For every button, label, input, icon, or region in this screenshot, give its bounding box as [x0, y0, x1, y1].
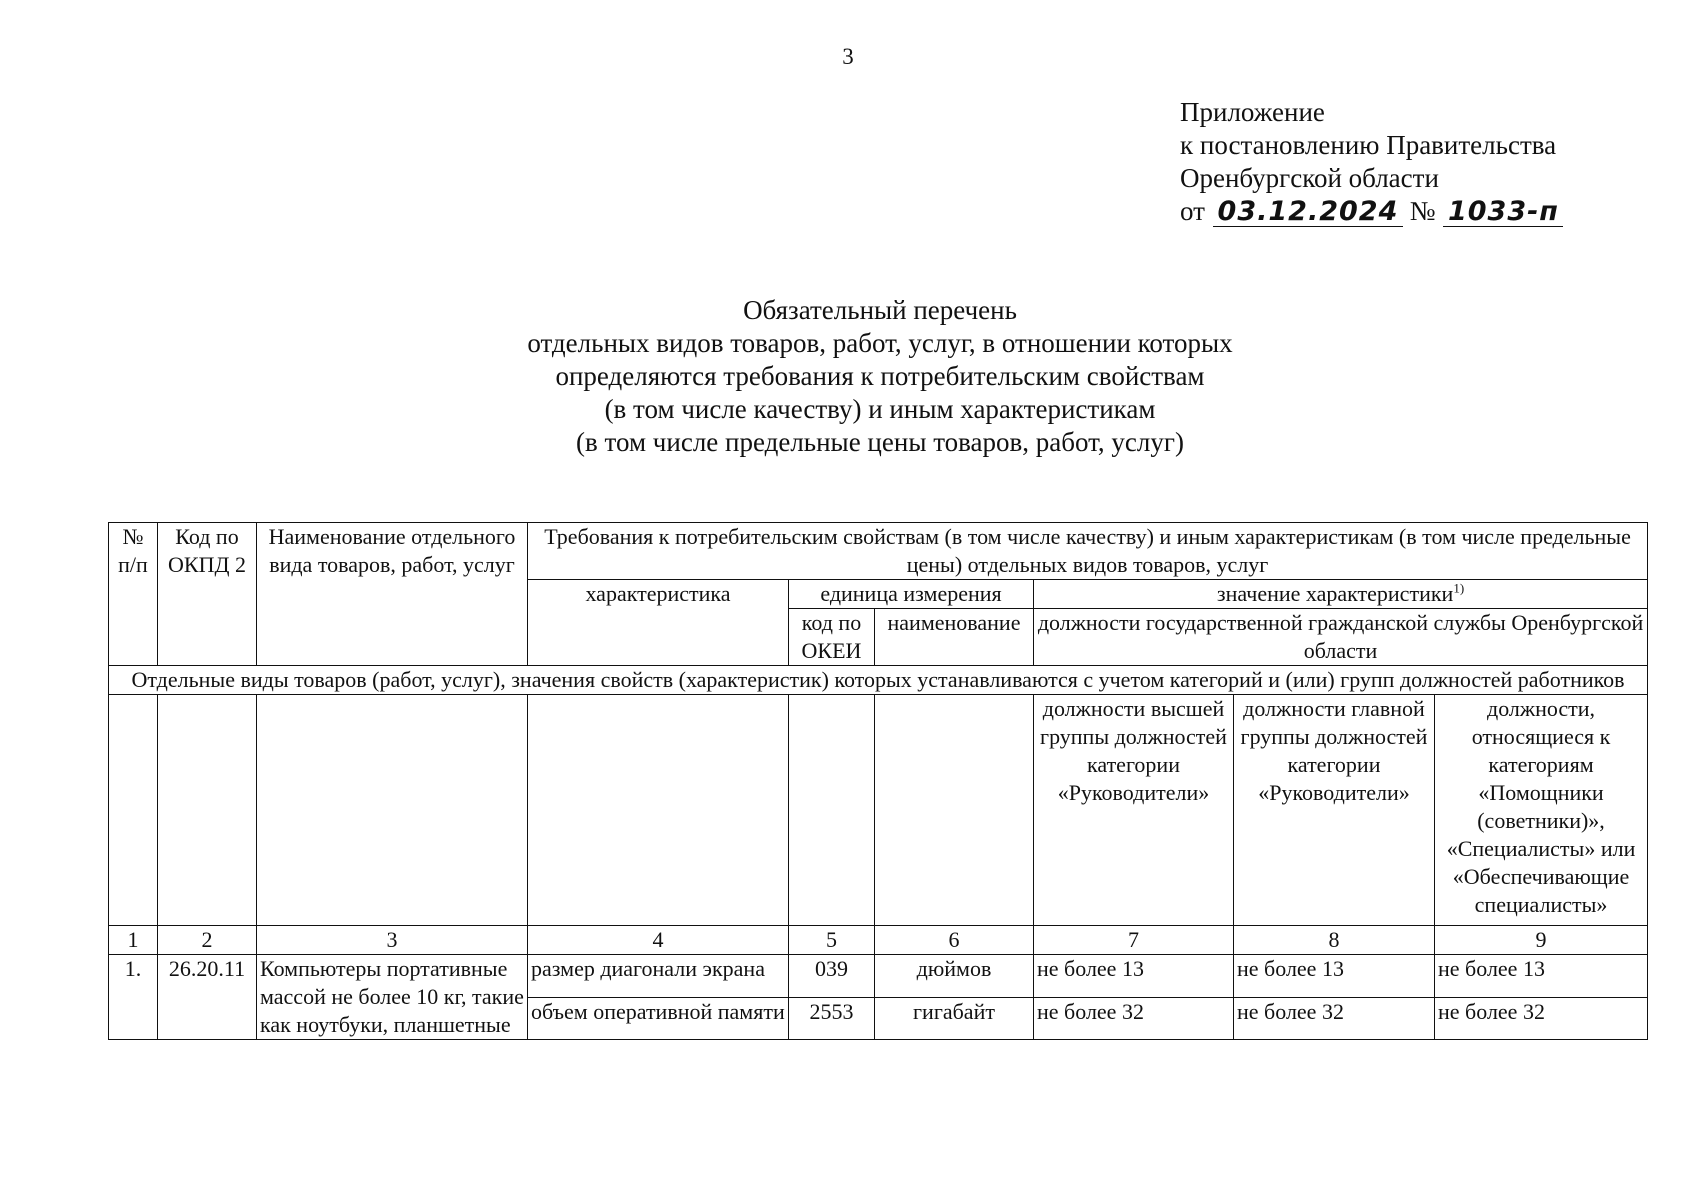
document-title — [0, 294, 1696, 459]
col-number: 5 — [789, 926, 875, 955]
row-characteristic: объем оперативной памяти — [528, 997, 789, 1040]
header-unit: единица измерения — [789, 580, 1034, 609]
number-label: № — [1409, 196, 1436, 226]
row-name: Компьютеры портативные массой не более 10 кг, такие как ноутбуки, планшетные — [257, 955, 528, 1040]
col-number: 9 — [1435, 926, 1648, 955]
appendix-date-number-line — [1180, 195, 1563, 228]
header-requirements: Требования к потребительским свойствам (в том числе качеству) и иным характеристикам (в том числе предельные цены) отдельных видов товаров, услуг — [528, 523, 1648, 580]
appendix-line-3: Оренбургской области — [1180, 163, 1439, 193]
header-characteristic: характеристика — [528, 580, 789, 666]
position-groups-row — [109, 695, 1648, 926]
section-note-row — [109, 666, 1648, 695]
row-num: 1. — [109, 955, 158, 1040]
col8-header: должности главной группы должностей категории «Руководители» — [1234, 695, 1435, 926]
section-note: Отдельные виды товаров (работ, услуг), значения свойств (характеристик) которых устанавливаются с учетом категорий и (или) групп должностей работников — [109, 666, 1648, 695]
col-number: 1 — [109, 926, 158, 955]
empty-cell — [789, 695, 875, 926]
empty-cell — [257, 695, 528, 926]
row-characteristic: размер диагонали экрана — [528, 955, 789, 998]
decree-number: 1033-п — [1443, 198, 1563, 227]
row-value-7: не более 32 — [1034, 997, 1234, 1040]
column-numbers-row — [109, 926, 1648, 955]
col-number: 7 — [1034, 926, 1234, 955]
col-number: 4 — [528, 926, 789, 955]
header-value-text: значение характеристики — [1216, 581, 1454, 606]
header-row-1 — [109, 523, 1648, 580]
header-unit-name: наименование — [875, 609, 1034, 666]
row-okei: 039 — [789, 955, 875, 998]
footnote-ref: 1) — [1453, 580, 1465, 596]
title-line-5: (в том числе предельные цены товаров, работ, услуг) — [576, 427, 1184, 457]
header-okpd: Код по ОКПД 2 — [158, 523, 257, 666]
col-number: 2 — [158, 926, 257, 955]
header-value — [1034, 580, 1648, 609]
page-number: 3 — [842, 44, 854, 69]
empty-cell — [109, 695, 158, 926]
appendix-line-1: Приложение — [1180, 97, 1325, 127]
title-line-4: (в том числе качеству) и иным характеристикам — [604, 394, 1156, 424]
header-num: № п/п — [109, 523, 158, 666]
col-number: 3 — [257, 926, 528, 955]
row-value-7: не более 13 — [1034, 955, 1234, 998]
title-line-2: отдельных видов товаров, работ, услуг, в отношении которых — [527, 328, 1233, 358]
appendix-block — [1180, 96, 1563, 228]
title-line-3: определяются требования к потребительским свойствам — [555, 361, 1205, 391]
row-value-9: не более 32 — [1435, 997, 1648, 1040]
col7-header: должности высшей группы должностей категории «Руководители» — [1034, 695, 1234, 926]
header-okei: код по ОКЕИ — [789, 609, 875, 666]
empty-cell — [528, 695, 789, 926]
col-number: 8 — [1234, 926, 1435, 955]
row-value-8: не более 32 — [1234, 997, 1435, 1040]
empty-cell — [875, 695, 1034, 926]
row-okpd: 26.20.11 — [158, 955, 257, 1040]
row-value-8: не более 13 — [1234, 955, 1435, 998]
decree-date: 03.12.2024 — [1213, 198, 1403, 227]
col-number: 6 — [875, 926, 1034, 955]
header-name: Наименование отдельного вида товаров, работ, услуг — [257, 523, 528, 666]
table-row — [109, 955, 1648, 998]
from-label: от — [1180, 196, 1205, 226]
title-line-1: Обязательный перечень — [743, 295, 1017, 325]
empty-cell — [158, 695, 257, 926]
appendix-line-2: к постановлению Правительства — [1180, 130, 1557, 160]
row-value-9: не более 13 — [1435, 955, 1648, 998]
col9-header: должности, относящиеся к категориям «Помощники (советники)», «Специалисты» или «Обеспечивающие специалисты» — [1435, 695, 1648, 926]
header-positions: должности государственной гражданской службы Оренбургской области — [1034, 609, 1648, 666]
row-unit: дюймов — [875, 955, 1034, 998]
row-unit: гигабайт — [875, 997, 1034, 1040]
requirements-table — [108, 522, 1648, 1040]
row-okei: 2553 — [789, 997, 875, 1040]
